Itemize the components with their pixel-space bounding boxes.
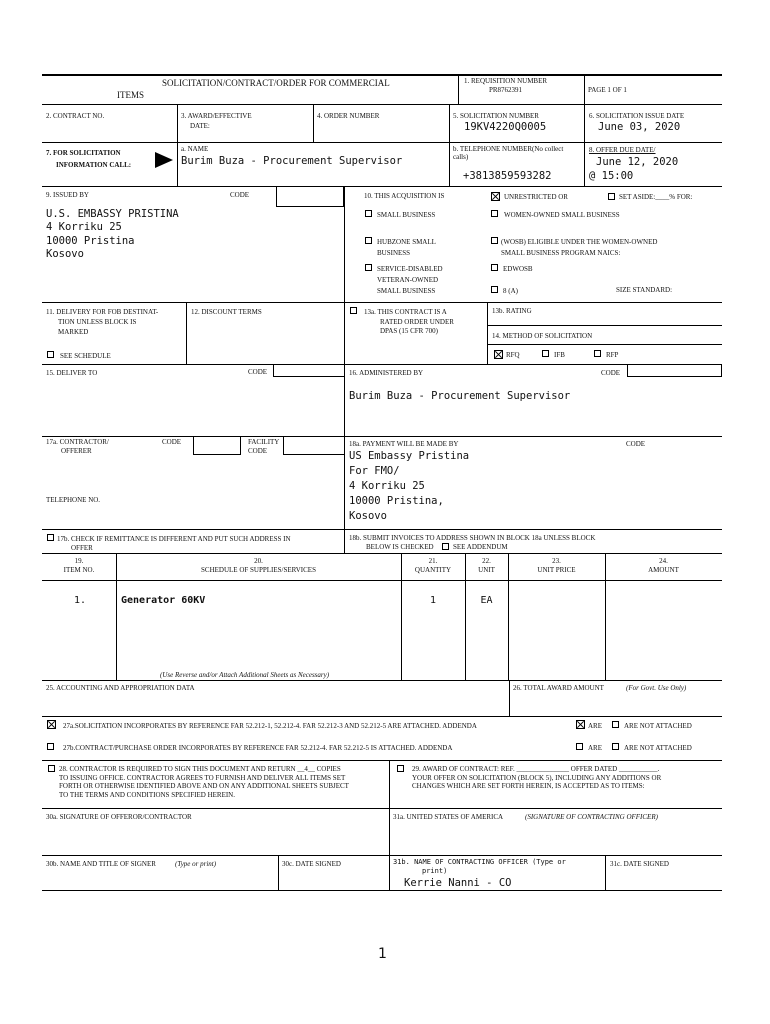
- contact-name-value: Burim Buza - Procurement Supervisor: [181, 155, 403, 167]
- solicitation-number-label: 5. SOLICITATION NUMBER: [453, 112, 539, 120]
- small-business-checkbox[interactable]: [365, 210, 372, 217]
- administered-by-code-label: CODE: [601, 369, 621, 377]
- issue-date-value: June 03, 2020: [598, 121, 681, 133]
- 27b-are-label: ARE: [588, 744, 602, 752]
- submit-invoices-label-2: BELOW IS CHECKED: [366, 543, 434, 551]
- telephone-label-2: calls): [453, 153, 469, 161]
- form-divider: [42, 855, 722, 856]
- 27a-are-checkbox[interactable]: [576, 720, 585, 729]
- table-row-description: Generator 60KV: [121, 595, 206, 606]
- rfp-label: RFP: [606, 351, 619, 359]
- administered-by-value: Burim Buza - Procurement Supervisor: [349, 390, 571, 402]
- offeror-signature-label: 30a. SIGNATURE OF OFFEROR/CONTRACTOR: [46, 813, 192, 821]
- service-disabled-label: SERVICE-DISABLED: [377, 265, 443, 273]
- form-divider: [42, 580, 722, 581]
- facility-code-label-2: CODE: [248, 447, 268, 455]
- total-award-label: 26. TOTAL AWARD AMOUNT: [513, 684, 604, 692]
- see-addendum-label: SEE ADDENDUM: [453, 543, 508, 551]
- order-number-label: 4. ORDER NUMBER: [317, 112, 380, 120]
- 8a-checkbox[interactable]: [491, 286, 498, 293]
- 28-text-1: 28. CONTRACTOR IS REQUIRED TO SIGN THIS DOCUMENT AND RETURN __4__ COPIES: [59, 765, 341, 773]
- service-disabled-checkbox[interactable]: [365, 264, 372, 271]
- 27a-are-label: ARE: [588, 722, 602, 730]
- see-schedule-checkbox[interactable]: [47, 351, 54, 358]
- issued-by-code-box[interactable]: [276, 186, 344, 207]
- rfp-checkbox[interactable]: [594, 350, 601, 357]
- form-title: SOLICITATION/CONTRACT/ORDER FOR COMMERCIAL: [162, 78, 390, 88]
- 29-text-2: YOUR OFFER ON SOLICITATION (BLOCK 5), INCLUDING ANY ADDITIONS OR: [412, 774, 662, 782]
- additional-sheets-note: (Use Reverse and/or Attach Additional Sheets as Necessary): [160, 671, 330, 679]
- col-header-item: ITEM NO.: [63, 566, 95, 574]
- 28-checkbox[interactable]: [48, 765, 55, 772]
- unrestricted-checkbox[interactable]: [491, 192, 500, 201]
- table-row-item-no: 1.: [74, 595, 87, 606]
- award-date-label-2: DATE:: [190, 122, 210, 130]
- contractor-code-label: CODE: [162, 438, 182, 446]
- rfq-label: RFQ: [506, 351, 520, 359]
- rated-order-label-3: DPAS (15 CFR 700): [380, 327, 438, 335]
- form-divider: [42, 680, 722, 681]
- 29-checkbox[interactable]: [397, 765, 404, 772]
- col-header-quantity: QUANTITY: [414, 566, 452, 574]
- 27b-text: 27b.CONTRACT/PURCHASE ORDER INCORPORATES BY REFERENCE FAR 52.212-4. FAR 52.212-5 IS ATTACHED. ADDENDA: [63, 744, 453, 752]
- see-addendum-checkbox[interactable]: [442, 543, 449, 550]
- delivery-fob-label: 11. DELIVERY FOR FOB DESTINAT-: [46, 308, 159, 316]
- page-number: 1: [378, 946, 387, 962]
- administered-by-code-box[interactable]: [627, 364, 722, 377]
- contracting-officer-label-2: print): [422, 867, 448, 875]
- form-divider: [487, 325, 722, 326]
- unrestricted-label: UNRESTRICTED OR: [504, 193, 568, 201]
- 27b-checkbox[interactable]: [47, 743, 54, 750]
- edwosb-label: EDWOSB: [503, 265, 533, 273]
- discount-terms-label: 12. DISCOUNT TERMS: [191, 308, 262, 316]
- accounting-label: 25. ACCOUNTING AND APPROPRIATION DATA: [46, 684, 195, 692]
- edwosb-checkbox[interactable]: [491, 264, 498, 271]
- facility-code-box[interactable]: [283, 436, 345, 455]
- acquisition-label: 10. THIS ACQUISITION IS: [364, 192, 445, 200]
- set-aside-checkbox[interactable]: [608, 193, 615, 200]
- table-row-unit: EA: [480, 595, 493, 606]
- col-header-unit-price: UNIT PRICE: [537, 566, 576, 574]
- form-divider-v: [313, 105, 314, 143]
- rated-order-label-2: RATED ORDER UNDER: [380, 318, 454, 326]
- contract-no-label: 2. CONTRACT NO.: [46, 112, 105, 120]
- remittance-checkbox[interactable]: [47, 534, 54, 541]
- see-schedule-label: SEE SCHEDULE: [60, 352, 111, 360]
- ifb-checkbox[interactable]: [542, 350, 549, 357]
- hubzone-label: HUBZONE SMALL: [377, 238, 436, 246]
- 27a-are-not-checkbox[interactable]: [612, 721, 619, 728]
- 29-text-3: CHANGES WHICH ARE SET FORTH HEREIN, IS ACCEPTED AS TO ITEMS:: [412, 782, 645, 790]
- col-header-num-quantity: 21.: [428, 557, 438, 565]
- rated-order-checkbox[interactable]: [350, 307, 357, 314]
- form-divider-v: [584, 75, 585, 105]
- 28-text-2: TO ISSUING OFFICE. CONTRACTOR AGREES TO FURNISH AND DELIVER ALL ITEMS SET: [59, 774, 346, 782]
- contractor-label: 17a. CONTRACTOR/: [46, 438, 109, 446]
- page-count: PAGE 1 OF 1: [588, 86, 627, 94]
- 27a-checkbox[interactable]: [47, 720, 56, 729]
- for-solicitation-label: 7. FOR SOLICITATION: [46, 149, 121, 157]
- 8a-label: 8 (A): [503, 287, 518, 295]
- telephone-label: b. TELEPHONE NUMBER(No collect: [453, 145, 564, 153]
- form-divider: [42, 553, 722, 554]
- usa-signature-label: 31a. UNITED STATES OF AMERICA: [393, 813, 504, 821]
- form-divider-v: [389, 761, 390, 891]
- set-aside-label: SET ASIDE:____% FOR:: [619, 193, 693, 201]
- form-divider: [42, 302, 722, 303]
- table-row-quantity: 1: [429, 595, 437, 606]
- 28-text-4: TO THE TERMS AND CONDITIONS SPECIFIED HEREIN.: [59, 791, 235, 799]
- payment-line-3: 4 Korriku 25: [349, 480, 425, 492]
- payment-line-4: 10000 Pristina,: [349, 495, 444, 507]
- telephone-value: +3813859593282: [463, 170, 552, 182]
- issued-by-line-3: 10000 Pristina: [46, 235, 135, 247]
- form-title-items: ITEMS: [117, 90, 144, 100]
- payment-line-2: For FMO/: [349, 465, 400, 477]
- col-header-num-unit: 22.: [482, 557, 491, 565]
- delivery-fob-label-2: TION UNLESS BLOCK IS: [58, 318, 137, 326]
- offer-due-date: June 12, 2020: [596, 156, 679, 168]
- col-header-num-supplies: 20.: [254, 557, 263, 565]
- issued-by-line-4: Kosovo: [46, 248, 84, 260]
- form-divider-v: [584, 105, 585, 187]
- information-call-label: INFORMATION CALL:: [56, 161, 132, 169]
- form-divider: [42, 104, 722, 105]
- rfq-checkbox[interactable]: [494, 350, 503, 359]
- award-date-label: 3. AWARD/EFFECTIVE: [181, 112, 252, 120]
- delivery-fob-label-3: MARKED: [58, 328, 89, 336]
- wosb-label: (WOSB) ELIGIBLE UNDER THE WOMEN-OWNED: [501, 238, 658, 246]
- usa-signature-note: (SIGNATURE OF CONTRACTING OFFICER): [525, 813, 658, 821]
- service-disabled-label-2: VETERAN-OWNED: [377, 276, 439, 284]
- size-standard-label: SIZE STANDARD:: [616, 286, 673, 294]
- form-border: [42, 74, 722, 76]
- form-divider: [42, 436, 722, 437]
- signer-name-note: (Type or print): [175, 860, 217, 868]
- form-divider-v: [458, 75, 459, 105]
- remittance-label: 17b. CHECK IF REMITTANCE IS DIFFERENT AND PUT SUCH ADDRESS IN: [57, 535, 291, 543]
- wosb-label-2: SMALL BUSINESS PROGRAM NAICS:: [501, 249, 621, 257]
- form-divider-v: [177, 105, 178, 187]
- 28-text-3: FORTH OR OTHERWISE IDENTIFIED ABOVE AND ON ANY ADDITIONAL SHEETS SUBJECT: [59, 782, 349, 790]
- hubzone-checkbox[interactable]: [365, 237, 372, 244]
- deliver-to-code-box[interactable]: [273, 364, 345, 377]
- co-date-signed-label: 31c. DATE SIGNED: [610, 860, 669, 868]
- deliver-to-code-label: CODE: [248, 368, 268, 376]
- form-divider-v: [278, 856, 279, 891]
- contracting-officer-name: Kerrie Nanni - CO: [404, 877, 512, 889]
- ifb-label: IFB: [554, 351, 565, 359]
- small-business-label: SMALL BUSINESS: [377, 211, 436, 219]
- requisition-value: PR8762391: [489, 86, 523, 94]
- payment-line-5: Kosovo: [349, 510, 387, 522]
- payment-line-1: US Embassy Pristina: [349, 450, 470, 462]
- form-divider-v: [186, 303, 187, 365]
- form-divider: [42, 890, 722, 891]
- requisition-label: 1. REQUISITION NUMBER: [464, 77, 548, 85]
- wosb-checkbox[interactable]: [491, 237, 498, 244]
- issued-by-label: 9. ISSUED BY: [46, 191, 89, 199]
- women-owned-checkbox[interactable]: [491, 210, 498, 217]
- col-header-num-amount: 24.: [659, 557, 668, 565]
- 27a-are-not-label: ARE NOT ATTACHED: [624, 722, 692, 730]
- payment-label: 18a. PAYMENT WILL BE MADE BY: [349, 440, 459, 448]
- col-header-unit: UNIT: [478, 566, 495, 574]
- form-divider: [42, 142, 722, 143]
- contractor-label-2: OFFERER: [61, 447, 92, 455]
- form-divider: [42, 808, 722, 809]
- facility-code-label: FACILITY: [248, 438, 280, 446]
- offer-due-time: @ 15:00: [589, 170, 634, 182]
- col-header-num-unit-price: 23.: [552, 557, 561, 565]
- col-header-amount: AMOUNT: [648, 566, 679, 574]
- rating-label: 13b. RATING: [492, 307, 532, 315]
- deliver-to-label: 15. DELIVER TO: [46, 369, 98, 377]
- service-disabled-label-3: SMALL BUSINESS: [377, 287, 436, 295]
- form-divider: [42, 529, 344, 530]
- offer-due-label: 8. OFFER DUE DATE/: [589, 146, 656, 154]
- form-divider: [487, 344, 722, 345]
- remittance-label-2: OFFER: [71, 544, 93, 552]
- issued-by-line-2: 4 Korriku 25: [46, 221, 122, 233]
- hubzone-label-2: BUSINESS: [377, 249, 411, 257]
- rated-order-label: 13a. THIS CONTRACT IS A: [364, 308, 447, 316]
- 29-text-1: 29. AWARD OF CONTRACT: REF. _______________ OFFER DATED ___________.: [412, 765, 660, 773]
- col-header-num-item: 19.: [74, 557, 84, 565]
- 27b-are-not-checkbox[interactable]: [612, 743, 619, 750]
- administered-by-label: 16. ADMINISTERED BY: [349, 369, 424, 377]
- form-divider: [42, 760, 722, 761]
- women-owned-label: WOMEN-OWNED SMALL BUSINESS: [504, 211, 620, 219]
- issue-date-label: 6. SOLICITATION ISSUE DATE: [589, 112, 685, 120]
- contractor-code-box[interactable]: [193, 436, 241, 455]
- solicitation-number-value: 19KV4220Q0005: [464, 121, 547, 133]
- 27a-text: 27a.SOLICITATION INCORPORATES BY REFERENCE FAR 52.212-1, 52.212-4. FAR 52.212-3 AND 52.212-5 ARE ATTACHED. ADDENDA: [63, 722, 477, 730]
- form-divider: [42, 716, 722, 717]
- method-label: 14. METHOD OF SOLICITATION: [492, 332, 593, 340]
- 27b-are-not-label: ARE NOT ATTACHED: [624, 744, 692, 752]
- form-divider: [344, 529, 722, 530]
- payment-code-label: CODE: [626, 440, 646, 448]
- issued-by-line-1: U.S. EMBASSY PRISTINA: [46, 208, 179, 220]
- submit-invoices-label: 18b. SUBMIT INVOICES TO ADDRESS SHOWN IN BLOCK 18a UNLESS BLOCK: [349, 534, 596, 542]
- signer-name-label: 30b. NAME AND TITLE OF SIGNER: [46, 860, 156, 868]
- arrow-right-icon: [155, 152, 173, 168]
- contracting-officer-label: 31b. NAME OF CONTRACTING OFFICER (Type or: [393, 858, 566, 866]
- telephone-no-label: TELEPHONE NO.: [46, 496, 101, 504]
- form-divider-v: [487, 303, 488, 365]
- issued-by-code-label: CODE: [230, 191, 250, 199]
- total-award-note: (For Govt. Use Only): [626, 684, 687, 692]
- form-divider: [42, 186, 722, 187]
- form-divider-v: [605, 856, 606, 891]
- 27b-are-checkbox[interactable]: [576, 743, 583, 750]
- form-divider-v: [449, 105, 450, 187]
- form-divider: [42, 364, 722, 365]
- offeror-date-signed-label: 30c. DATE SIGNED: [282, 860, 341, 868]
- form-divider-v: [509, 680, 510, 717]
- col-header-supplies: SCHEDULE OF SUPPLIES/SERVICES: [201, 566, 316, 574]
- contact-name-label: a. NAME: [181, 145, 209, 153]
